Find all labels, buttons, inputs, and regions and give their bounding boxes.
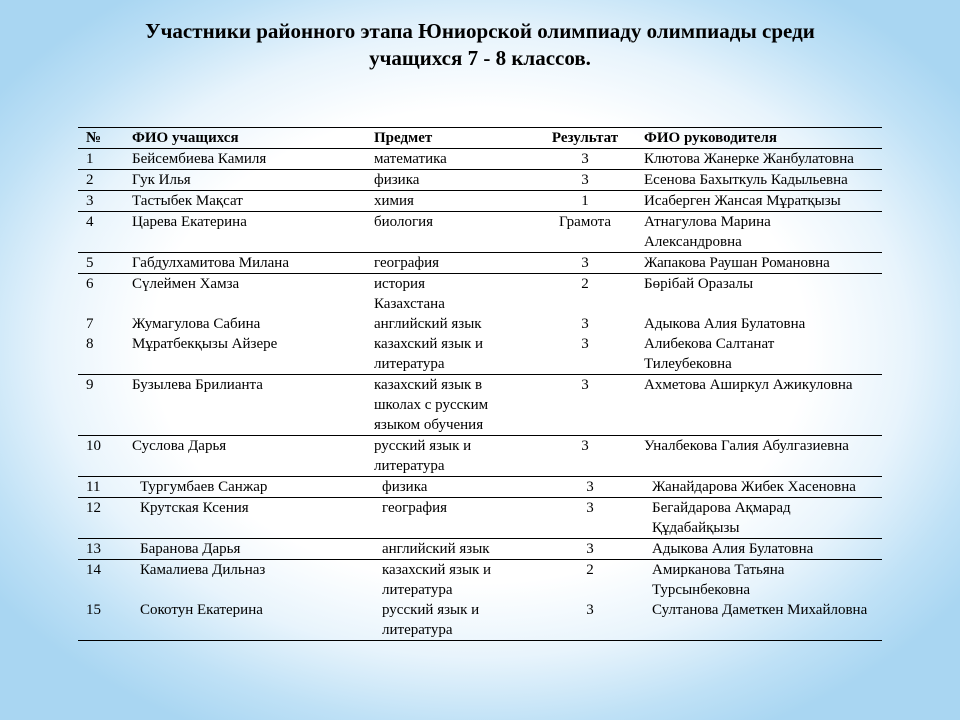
cell-supervisor-line: Жанайдарова Жибек Хасеновна: [652, 479, 856, 495]
cell-subject-line: биология: [374, 214, 434, 230]
table-row: [78, 191, 882, 212]
title-line-1: Участники районного этапа Юниорской олимпиаду олимпиады среди: [145, 19, 815, 43]
cell-subject-line: физика: [374, 172, 420, 188]
cell-name-line: Жумагулова Сабина: [132, 316, 261, 332]
cell-supervisor: [638, 253, 882, 274]
cell-name: [126, 560, 368, 641]
table-row-group: [78, 560, 882, 641]
cell-supervisor-line: Султанова Даметкен Михайловна: [652, 602, 868, 618]
cell-num: 1: [86, 151, 94, 167]
cell-supervisor: [638, 477, 882, 498]
cell-supervisor: [638, 560, 882, 641]
cell-name-line: Сүлеймен Хамза: [132, 276, 240, 292]
cell-spacer: [140, 580, 368, 600]
cell-result: 3: [581, 255, 589, 271]
cell-supervisor-line: Ахметова Аширкул Ажикуловна: [644, 377, 853, 393]
cell-num: 12: [86, 500, 101, 516]
cell-supervisor-line: Есенова Бахыткуль Кадыльевна: [644, 172, 848, 188]
cell-supervisor-line: Бегайдарова Ақмарад: [652, 500, 791, 516]
cell-result-line: 3: [581, 316, 589, 332]
cell-result-line: 2: [586, 562, 594, 578]
header-num: №: [78, 128, 126, 149]
table-row: [78, 539, 882, 560]
cell-supervisor: [638, 274, 882, 375]
cell-num: 2: [86, 172, 94, 188]
cell-result: 3: [581, 377, 589, 393]
cell-subject-line: языком обучения: [374, 417, 484, 433]
cell-num: [78, 560, 126, 641]
cell-num: 10: [86, 438, 101, 454]
page-title: [60, 18, 900, 72]
cell-result: 1: [581, 193, 589, 209]
cell-spacer: [86, 294, 126, 314]
cell-result-line: 3: [586, 602, 594, 618]
cell-subject: [368, 498, 532, 539]
cell-name: Суслова Дарья: [132, 438, 227, 454]
cell-subject-line: химия: [374, 193, 414, 209]
cell-subject: [368, 191, 532, 212]
table-row-group: [78, 274, 882, 375]
cell-subject-line: Казахстана: [374, 296, 445, 312]
cell-subject: [368, 375, 532, 436]
cell-spacer: [532, 294, 638, 314]
cell-result: [532, 274, 638, 375]
cell-supervisor: [638, 375, 882, 436]
table-row: [78, 212, 882, 253]
cell-num-line: 14: [86, 562, 101, 578]
cell-subject-line: история: [374, 276, 425, 292]
table-row: [78, 170, 882, 191]
cell-spacer: [86, 580, 126, 600]
header-subject: Предмет: [368, 128, 532, 149]
cell-name-line: Сокотун Екатерина: [140, 602, 263, 618]
cell-supervisor-line: Уналбекова Галия Абулгазиевна: [644, 438, 849, 454]
cell-supervisor: [638, 170, 882, 191]
cell-supervisor-line: Алибекова Салтанат: [644, 336, 775, 352]
cell-supervisor-line: Исаберген Жансая Мұратқызы: [644, 193, 841, 209]
cell-subject-line: география: [374, 255, 440, 271]
cell-subject-line: английский язык: [374, 316, 482, 332]
cell-name: Габдулхамитова Милана: [132, 255, 289, 271]
cell-supervisor: [638, 191, 882, 212]
cell-result: [532, 560, 638, 641]
cell-result: 3: [581, 438, 589, 454]
cell-name-line: Камалиева Дильназ: [140, 562, 266, 578]
cell-num-line: 6: [86, 276, 94, 292]
cell-result-line: 2: [581, 276, 589, 292]
cell-subject-line: английский язык: [382, 541, 490, 557]
cell-num-line: 15: [86, 602, 101, 618]
table-row: [78, 498, 882, 539]
table-row: [78, 477, 882, 498]
cell-spacer: [86, 620, 126, 640]
cell-num: 11: [86, 479, 101, 495]
header-name: ФИО учащихся: [126, 128, 368, 149]
cell-subject: [368, 477, 532, 498]
cell-subject-line: физика: [382, 479, 428, 495]
header-result: Результат: [532, 128, 638, 149]
cell-result: Грамота: [558, 214, 612, 230]
cell-subject-line: литература: [374, 458, 445, 474]
cell-result: 3: [581, 172, 589, 188]
title-line-2: учащихся 7 - 8 классов.: [369, 46, 591, 70]
table-row: [78, 436, 882, 477]
cell-num: [78, 274, 126, 375]
header-supervisor: ФИО руководителя: [638, 128, 882, 149]
cell-name-line: Мұратбекқызы Айзере: [132, 336, 278, 352]
cell-name: [126, 274, 368, 375]
cell-subject-line: казахский язык в: [374, 377, 483, 393]
cell-num: 4: [86, 214, 94, 230]
cell-subject: [368, 170, 532, 191]
cell-spacer: [542, 580, 638, 600]
cell-num: 13: [86, 541, 101, 557]
cell-subject-line: литература: [382, 622, 453, 638]
cell-spacer: [132, 294, 368, 314]
cell-supervisor-line: Амирканова Татьяна: [652, 562, 785, 578]
cell-result-line: 3: [581, 336, 589, 352]
cell-supervisor-line: Құдабайқызы: [652, 520, 740, 536]
cell-subject: [368, 149, 532, 170]
cell-subject-line: литература: [374, 356, 445, 372]
cell-name: Тастыбек Мақсат: [132, 193, 243, 209]
table-row: [78, 375, 882, 436]
cell-name: Царева Екатерина: [132, 214, 247, 230]
cell-supervisor: [638, 149, 882, 170]
cell-subject-line: школах с русским: [374, 397, 489, 413]
cell-result: 3: [586, 479, 594, 495]
table-row: [78, 149, 882, 170]
cell-num-line: 8: [86, 336, 94, 352]
cell-name: Крутская Ксения: [140, 500, 249, 516]
cell-name: Бейсембиева Камиля: [132, 151, 267, 167]
cell-supervisor: [638, 498, 882, 539]
cell-subject: [368, 274, 532, 375]
cell-supervisor-line: Тилеубековна: [644, 356, 732, 372]
cell-name: Гук Илья: [132, 172, 191, 188]
cell-subject: [368, 560, 532, 641]
cell-subject-line: казахский язык и: [374, 336, 484, 352]
cell-subject-line: русский язык и: [382, 602, 480, 618]
cell-supervisor-line: Адыкова Алия Булатовна: [652, 541, 814, 557]
cell-subject: [368, 212, 532, 253]
cell-subject-line: казахский язык и: [382, 562, 492, 578]
cell-subject: [368, 253, 532, 274]
cell-supervisor-line: Адыкова Алия Булатовна: [644, 316, 806, 332]
cell-supervisor-line: Клютова Жанерке Жанбулатовна: [644, 151, 854, 167]
cell-num: 9: [86, 377, 94, 393]
cell-result: 3: [581, 151, 589, 167]
cell-result: 3: [586, 541, 594, 557]
cell-subject-line: география: [382, 500, 448, 516]
cell-supervisor: [638, 436, 882, 477]
participants-table: [78, 127, 882, 641]
cell-subject-line: математика: [374, 151, 447, 167]
cell-subject: [368, 539, 532, 560]
cell-num-line: 7: [86, 316, 94, 332]
cell-spacer: [644, 294, 882, 314]
cell-num: 5: [86, 255, 94, 271]
cell-supervisor-line: Турсынбековна: [652, 582, 751, 598]
cell-subject-line: русский язык и: [374, 438, 472, 454]
cell-supervisor-line: Жапакова Раушан Романовна: [644, 255, 830, 271]
cell-num: 3: [86, 193, 94, 209]
cell-name: Баранова Дарья: [140, 541, 241, 557]
cell-supervisor: [638, 539, 882, 560]
cell-subject-line: литература: [382, 582, 453, 598]
cell-supervisor: [638, 212, 882, 253]
cell-supervisor-line: Александровна: [644, 234, 742, 250]
cell-name: Тургумбаев Санжар: [140, 479, 268, 495]
cell-subject: [368, 436, 532, 477]
cell-supervisor-line: Атнагулова Марина: [644, 214, 771, 230]
table-header-row: [78, 128, 882, 149]
table-row: [78, 253, 882, 274]
cell-result: 3: [586, 500, 594, 516]
cell-supervisor-line: Бөрібай Оразалы: [644, 276, 754, 292]
cell-name: Бузылева Брилианта: [132, 377, 263, 393]
